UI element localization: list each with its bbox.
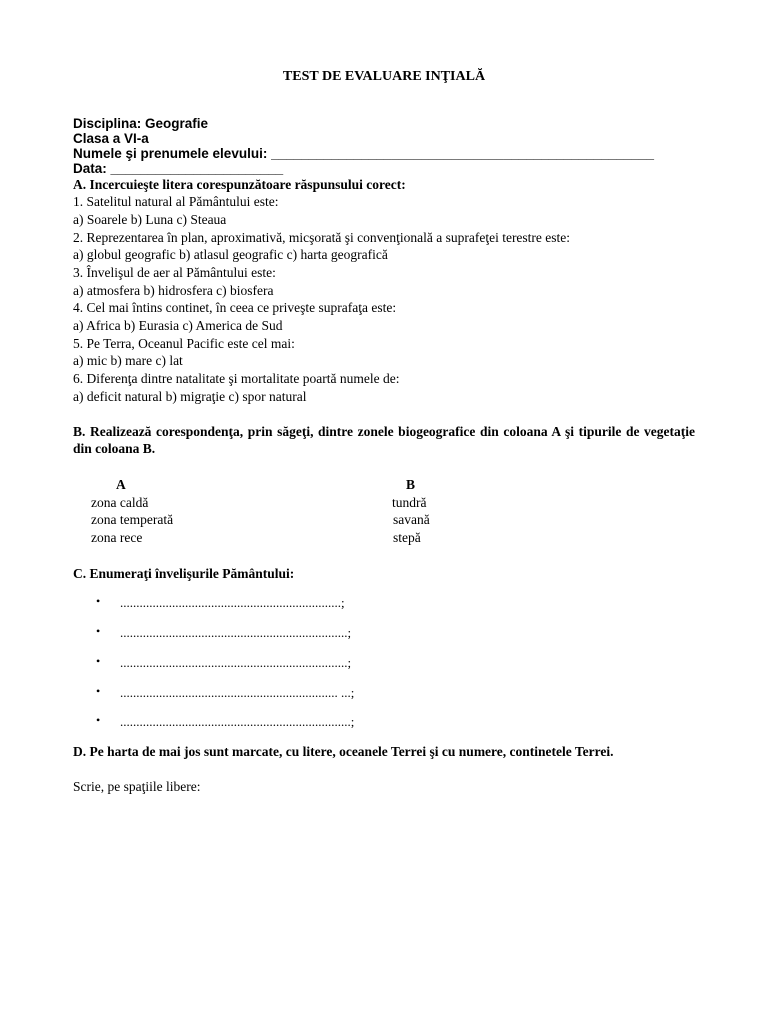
answer-blank-line: ................................................................... ...; (120, 685, 355, 700)
answer-line: a) mic b) mare c) lat (73, 353, 183, 368)
bullet-icon: • (96, 594, 101, 608)
vegetation-item: tundră (392, 495, 427, 510)
class-label: Clasa a VI-a (73, 131, 149, 146)
zone-item: zona caldă (91, 495, 149, 510)
section-b-heading: B. Realizează corespondenţa, prin săgeţi, dintre zonele biogeografice din coloana A şi tipurile de vegetaţie din coloana B. (73, 424, 695, 456)
answer-blank-line: .......................................................................; (120, 714, 355, 729)
answer-blank-line: ......................................................................; (120, 655, 352, 670)
question-line: 1. Satelitul natural al Pământului este: (73, 194, 279, 209)
zone-item: zona temperată (91, 512, 174, 527)
answer-line: a) atmosfera b) hidrosfera c) biosfera (73, 283, 274, 298)
answer-line: a) deficit natural b) migraţie c) spor natural (73, 389, 307, 404)
section-c-heading: C. Enumeraţi învelişurile Pământului: (73, 566, 295, 581)
question-line: 5. Pe Terra, Oceanul Pacific este cel mai: (73, 336, 295, 351)
section-d-heading: D. Pe harta de mai jos sunt marcate, cu litere, oceanele Terrei şi cu numere, continetele Terrei. (73, 744, 614, 759)
answer-blank-line: ....................................................................; (120, 595, 345, 610)
bullet-icon: • (96, 654, 101, 668)
discipline-label: Disciplina: Geografie (73, 116, 209, 131)
question-line: 4. Cel mai întins continet, în ceea ce priveşte suprafaţa este: (73, 300, 397, 315)
answer-line: a) globul geografic b) atlasul geografic c) harta geografică (73, 247, 388, 262)
bullet-icon: • (96, 684, 101, 698)
page-title: TEST DE EVALUARE INŢIALĂ (282, 69, 486, 84)
answer-blank-line: ......................................................................; (120, 625, 352, 640)
vegetation-item: stepă (393, 530, 421, 545)
section-d-instruction: Scrie, pe spaţiile libere: (73, 779, 201, 794)
question-line: 3. Învelişul de aer al Pământului este: (73, 265, 276, 280)
student-name-field: Numele şi prenumele elevului: ___________________________________________________ (73, 146, 654, 161)
column-a-header: A (116, 477, 126, 492)
section-a-heading: A. Incercuieşte litera corespunzătoare răspunsului corect: (73, 177, 406, 192)
question-line: 6. Diferenţa dintre natalitate şi mortalitate poartă numele de: (73, 371, 400, 386)
answer-line: a) Africa b) Eurasia c) America de Sud (73, 318, 283, 333)
answer-line: a) Soarele b) Luna c) Steaua (73, 212, 227, 227)
question-line: 2. Reprezentarea în plan, aproximativă, micşorată şi convenţională a suprafeţei terestre este: (73, 230, 571, 245)
zone-item: zona rece (91, 530, 143, 545)
bullet-icon: • (96, 624, 101, 638)
column-b-header: B (406, 477, 416, 492)
date-field: Data: _______________________ (73, 161, 284, 176)
vegetation-item: savană (393, 512, 430, 527)
bullet-icon: • (96, 713, 101, 727)
